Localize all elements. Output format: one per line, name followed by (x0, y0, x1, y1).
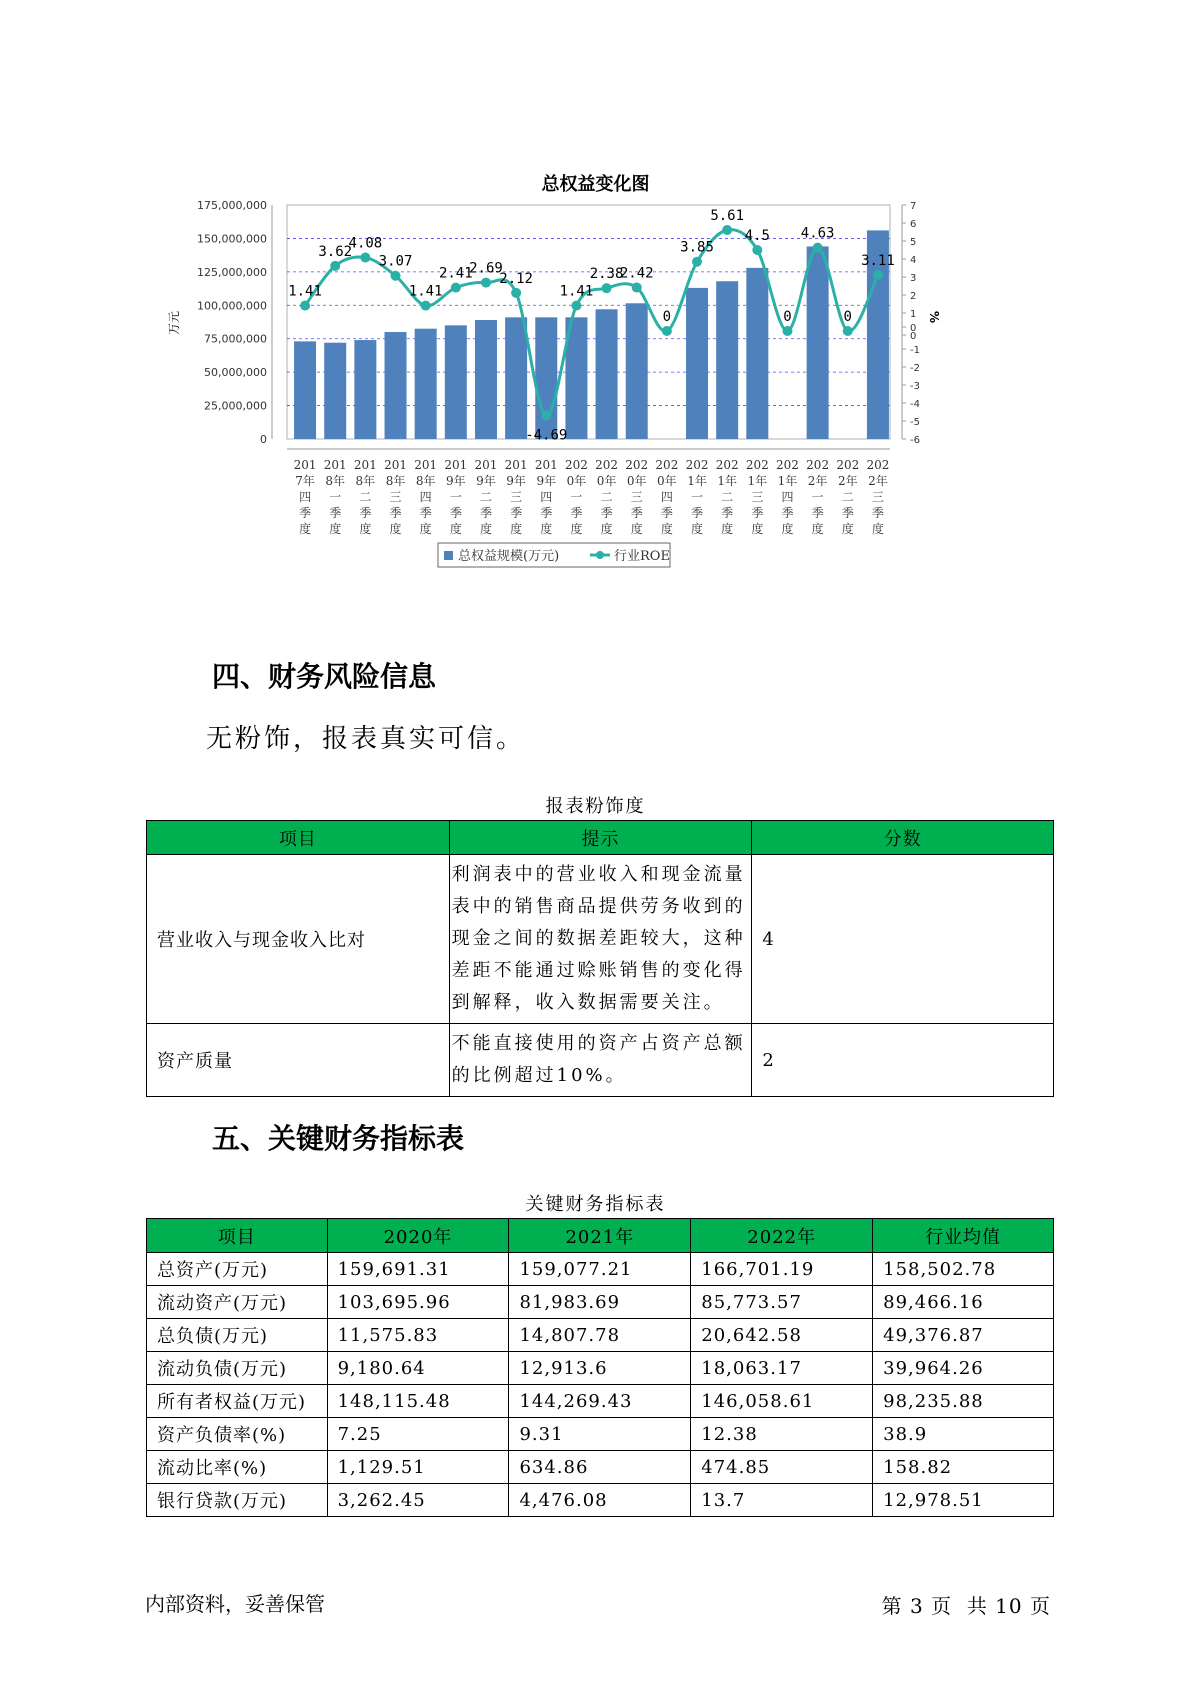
x-tick-label: 0年 (566, 474, 587, 488)
x-tick-label: 一 (329, 490, 342, 504)
x-tick-label: 202 (685, 458, 709, 472)
kpi-value: 158.82 (873, 1451, 1054, 1484)
roe-data-label: 4.5 (744, 228, 770, 244)
table-row (147, 1319, 1054, 1352)
kpi-item: 流动资产(万元) (147, 1286, 328, 1319)
left-tick-label: 100,000,000 (197, 299, 267, 313)
x-tick-label: 季 (871, 506, 884, 520)
bar (385, 332, 407, 439)
roe-point (481, 278, 491, 288)
footer-note: 内部资料，妥善保管 (145, 1592, 325, 1616)
roe-point (752, 245, 762, 255)
kpi-item: 所有者权益(万元) (147, 1385, 328, 1418)
x-tick-label: 三 (751, 490, 764, 504)
legend-line-marker (596, 551, 604, 559)
risk-table-caption: 报表粉饰度 (545, 796, 646, 817)
roe-data-label: 0 (843, 309, 852, 325)
bar (716, 281, 738, 439)
x-tick-label: 季 (630, 506, 643, 520)
x-tick-label: 四 (660, 490, 673, 504)
risk-header-score: 分数 (752, 821, 1054, 855)
x-tick-label: 8年 (325, 474, 346, 488)
kpi-value: 9.31 (509, 1418, 691, 1451)
bar (596, 309, 618, 439)
right-tick-label: 4 (910, 255, 917, 266)
legend-bar-swatch (444, 551, 453, 560)
x-tick-label: 二 (600, 490, 613, 504)
x-tick-label: 度 (329, 522, 342, 536)
kpi-value: 159,077.21 (509, 1253, 691, 1286)
roe-point (782, 326, 792, 336)
x-tick-label: 202 (564, 458, 588, 472)
page-number: 第 3 页 共 10 页 (881, 1594, 1051, 1618)
right-tick-label: -6 (910, 435, 920, 446)
left-tick-label: 50,000,000 (204, 366, 267, 380)
x-tick-label: 202 (866, 458, 890, 472)
right-tick-label: -2 (910, 363, 920, 374)
x-tick-label: 201 (504, 458, 528, 472)
left-tick-label: 25,000,000 (204, 399, 267, 413)
kpi-value: 14,807.78 (509, 1319, 691, 1352)
right-axis-title: % (927, 310, 941, 324)
x-tick-label: 2年 (807, 474, 828, 488)
x-tick-label: 2年 (837, 474, 858, 488)
kpi-value: 159,691.31 (327, 1253, 509, 1286)
bar (475, 320, 497, 439)
x-tick-label: 度 (841, 522, 854, 536)
x-tick-label: 1年 (687, 474, 707, 488)
x-tick-label: 一 (449, 490, 462, 504)
x-tick-label: 季 (781, 506, 794, 520)
section4-heading: 四、财务风险信息 (212, 660, 437, 693)
risk-table (146, 820, 1054, 1097)
x-tick-label: 季 (449, 506, 462, 520)
roe-data-label: 5.61 (710, 208, 745, 225)
kpi-value: 634.86 (509, 1451, 691, 1484)
x-tick-label: 度 (449, 522, 462, 536)
x-tick-label: 0年 (596, 474, 617, 488)
kpi-header-cell: 项目 (147, 1219, 328, 1253)
x-tick-label: 季 (691, 506, 704, 520)
x-tick-label: 度 (600, 522, 613, 536)
kpi-value: 148,115.48 (327, 1385, 509, 1418)
roe-data-label: 2.38 (589, 266, 624, 283)
right-tick-label: -5 (910, 417, 920, 428)
x-tick-label: 度 (660, 522, 673, 536)
section5-heading: 五、关键财务指标表 (212, 1122, 465, 1155)
x-tick-label: 201 (444, 458, 468, 472)
roe-data-label: -4.69 (525, 427, 568, 444)
roe-point (662, 326, 672, 336)
x-tick-label: 度 (781, 522, 794, 536)
x-tick-label: 度 (570, 522, 583, 536)
x-tick-label: 8年 (355, 474, 376, 488)
table-row (147, 1024, 1054, 1097)
kpi-item: 资产负债率(%) (147, 1418, 328, 1451)
kpi-value: 103,695.96 (327, 1286, 509, 1319)
x-tick-label: 季 (479, 506, 492, 520)
kpi-value: 98,235.88 (873, 1385, 1054, 1418)
x-tick-label: 二 (841, 490, 854, 504)
x-tick-label: 0年 (657, 474, 677, 488)
roe-data-label: 0 (662, 309, 672, 325)
roe-data-label: 3.07 (378, 253, 413, 270)
kpi-value: 7.25 (327, 1418, 509, 1451)
x-tick-label: 202 (655, 458, 679, 472)
bar (746, 268, 768, 439)
x-tick-label: 季 (329, 506, 342, 520)
chart-title: 总权益变化图 (541, 174, 650, 195)
x-tick-label: 三 (389, 490, 402, 504)
x-tick-label: 度 (389, 522, 402, 536)
x-tick-label: 度 (540, 522, 553, 536)
roe-data-label: 2.42 (619, 265, 654, 282)
x-tick-label: 季 (419, 506, 432, 520)
x-tick-label: 8年 (385, 474, 406, 488)
x-tick-label: 202 (836, 458, 860, 472)
x-tick-label: 三 (630, 490, 643, 504)
bar (445, 325, 467, 439)
x-tick-label: 度 (630, 522, 643, 536)
roe-point (511, 288, 521, 298)
kpi-value: 4,476.08 (509, 1484, 691, 1517)
roe-point (632, 282, 642, 292)
bar (354, 340, 376, 439)
roe-point (722, 225, 732, 235)
x-tick-label: 三 (510, 490, 523, 504)
risk-header-item: 项目 (147, 821, 450, 855)
x-tick-label: 202 (776, 458, 799, 472)
x-tick-label: 季 (510, 506, 523, 520)
risk-item: 营业收入与现金收入比对 (147, 855, 450, 1024)
risk-header-hint: 提示 (449, 821, 752, 855)
right-tick-label: -1 (910, 345, 920, 356)
roe-point (813, 243, 823, 253)
x-tick-label: 二 (359, 490, 372, 504)
x-tick-label: 度 (811, 522, 824, 536)
kpi-value: 9,180.64 (327, 1352, 509, 1385)
table-row (147, 1385, 1054, 1418)
x-tick-label: 度 (419, 522, 432, 536)
roe-data-label: 3.11 (861, 253, 895, 270)
kpi-value: 146,058.61 (691, 1385, 873, 1418)
kpi-value: 144,269.43 (509, 1385, 691, 1418)
x-tick-label: 201 (293, 458, 317, 472)
kpi-value: 12,978.51 (873, 1484, 1054, 1517)
right-tick-label: 5 (910, 237, 917, 248)
x-tick-label: 一 (811, 490, 824, 504)
x-tick-label: 二 (479, 490, 492, 504)
x-tick-label: 202 (715, 458, 739, 472)
bar (535, 317, 557, 439)
x-tick-label: 度 (691, 522, 704, 536)
x-tick-label: 201 (384, 458, 407, 472)
right-tick-label: -4 (910, 399, 920, 410)
kpi-value: 49,376.87 (873, 1319, 1054, 1352)
x-tick-label: 201 (414, 458, 438, 472)
right-tick-label: 1 (910, 309, 917, 320)
roe-point (843, 326, 853, 336)
kpi-value: 158,502.78 (873, 1253, 1054, 1286)
bar (324, 343, 346, 439)
kpi-item: 流动负债(万元) (147, 1352, 328, 1385)
roe-data-label: 4.63 (800, 225, 835, 242)
x-tick-label: 度 (751, 522, 764, 536)
kpi-value: 13.7 (691, 1484, 873, 1517)
kpi-table (146, 1218, 1054, 1517)
bar (505, 317, 527, 439)
roe-point (571, 301, 581, 311)
risk-hint: 利润表中的营业收入和现金流量表中的销售商品提供劳务收到的现金之间的数据差距较大，这种差距不能通过赊账销售的变化得到解释，收入数据需要关注。 (449, 855, 752, 1024)
kpi-header-cell: 2021年 (509, 1219, 691, 1253)
kpi-value: 18,063.17 (691, 1352, 873, 1385)
kpi-value: 39,964.26 (873, 1352, 1054, 1385)
x-tick-label: 9年 (446, 474, 466, 488)
x-tick-label: 201 (323, 458, 347, 472)
right-tick-label: 0 (910, 331, 917, 342)
x-tick-label: 度 (479, 522, 492, 536)
kpi-table-caption: 关键财务指标表 (525, 1194, 666, 1215)
roe-point (873, 270, 883, 280)
x-tick-label: 季 (389, 506, 402, 520)
roe-data-label: 3.85 (680, 239, 714, 256)
risk-item: 资产质量 (147, 1024, 450, 1097)
roe-point (692, 257, 702, 267)
kpi-value: 11,575.83 (327, 1319, 509, 1352)
x-tick-label: 度 (721, 522, 734, 536)
kpi-item: 总资产(万元) (147, 1253, 328, 1286)
roe-data-label: 2.69 (469, 260, 503, 277)
legend-line-label: 行业ROE (614, 549, 670, 564)
x-tick-label: 201 (534, 458, 558, 472)
x-tick-label: 季 (660, 506, 673, 520)
table-row (147, 1484, 1054, 1517)
kpi-value: 81,983.69 (509, 1286, 691, 1319)
x-tick-label: 0年 (626, 474, 647, 488)
x-tick-label: 1年 (747, 474, 768, 488)
x-tick-label: 201 (353, 458, 377, 472)
kpi-value: 85,773.57 (691, 1286, 873, 1319)
roe-point (300, 301, 310, 311)
x-tick-label: 2年 (868, 474, 888, 488)
x-tick-label: 1年 (717, 474, 737, 488)
kpi-item: 总负债(万元) (147, 1319, 328, 1352)
bar (626, 303, 648, 439)
right-tick-label: 6 (910, 219, 917, 230)
roe-data-label: 3.62 (318, 243, 353, 260)
right-tick-label: 7 (910, 201, 917, 212)
roe-data-label: 2.41 (438, 265, 473, 282)
roe-point (330, 261, 340, 271)
kpi-header-cell: 2022年 (691, 1219, 873, 1253)
roe-point (421, 301, 431, 311)
roe-point (451, 283, 461, 293)
bar (686, 288, 708, 439)
table-row (147, 1352, 1054, 1385)
x-tick-label: 度 (871, 522, 884, 536)
left-tick-label: 75,000,000 (204, 332, 267, 346)
x-tick-label: 四 (781, 490, 794, 504)
x-tick-label: 9年 (536, 474, 557, 488)
x-tick-label: 四 (540, 490, 553, 504)
bar (807, 246, 829, 439)
x-tick-label: 7年 (295, 474, 315, 488)
kpi-value: 474.85 (691, 1451, 873, 1484)
right-tick-label: 2 (910, 291, 917, 302)
kpi-item: 流动比率(%) (147, 1451, 328, 1484)
right-tick-label: -3 (910, 381, 920, 392)
x-tick-label: 四 (299, 490, 312, 504)
roe-data-label: 1.41 (559, 283, 594, 300)
left-axis-title: 万元 (167, 310, 181, 336)
kpi-header-cell: 2020年 (327, 1219, 509, 1253)
kpi-value: 89,466.16 (873, 1286, 1054, 1319)
x-tick-label: 1年 (777, 474, 798, 488)
table-row (147, 1418, 1054, 1451)
bar (415, 329, 437, 439)
kpi-value: 20,642.58 (691, 1319, 873, 1352)
x-tick-label: 一 (691, 490, 704, 504)
x-tick-label: 季 (751, 506, 764, 520)
roe-point (360, 253, 370, 263)
kpi-header-cell: 行业均值 (873, 1219, 1054, 1253)
x-tick-label: 度 (359, 522, 372, 536)
x-tick-label: 一 (570, 490, 583, 504)
x-tick-label: 三 (871, 490, 884, 504)
right-tick-label: 0 (910, 323, 917, 334)
risk-score: 2 (752, 1024, 1054, 1097)
roe-data-label: 1.41 (288, 283, 322, 300)
roe-data-label: 1.41 (408, 283, 443, 300)
x-tick-label: 201 (474, 458, 498, 472)
x-tick-label: 9年 (476, 474, 496, 488)
kpi-value: 12.38 (691, 1418, 873, 1451)
table-row (147, 1253, 1054, 1286)
kpi-value: 38.9 (873, 1418, 1054, 1451)
left-tick-label: 150,000,000 (197, 232, 267, 246)
right-tick-label: 3 (910, 273, 917, 284)
x-tick-label: 季 (299, 506, 312, 520)
x-tick-label: 202 (806, 458, 830, 472)
equity-chart (167, 199, 980, 595)
left-tick-label: 0 (260, 433, 267, 446)
x-tick-label: 季 (540, 506, 553, 520)
roe-point (602, 283, 612, 293)
kpi-value: 12,913.6 (509, 1352, 691, 1385)
kpi-item: 银行贷款(万元) (147, 1484, 328, 1517)
x-tick-label: 202 (595, 458, 619, 472)
x-tick-label: 季 (600, 506, 613, 520)
risk-hint: 不能直接使用的资产占资产总额的比例超过10%。 (449, 1024, 752, 1097)
roe-data-label: 2.12 (499, 270, 533, 287)
kpi-value: 1,129.51 (327, 1451, 509, 1484)
legend-bar-label: 总权益规模(万元) (458, 549, 560, 564)
section4-body: 无粉饰，报表真实可信。 (206, 724, 526, 754)
x-tick-label: 季 (570, 506, 583, 520)
x-tick-label: 8年 (415, 474, 436, 488)
table-row (147, 855, 1054, 1024)
x-tick-label: 季 (811, 506, 824, 520)
x-tick-label: 季 (721, 506, 734, 520)
kpi-header-row (147, 1219, 1054, 1253)
table-row (147, 1286, 1054, 1319)
roe-point (541, 410, 551, 420)
kpi-value: 3,262.45 (327, 1484, 509, 1517)
roe-data-label: 0 (783, 309, 792, 325)
x-tick-label: 二 (721, 490, 734, 504)
x-tick-label: 202 (745, 458, 769, 472)
kpi-value: 166,701.19 (691, 1253, 873, 1286)
x-tick-label: 季 (359, 506, 372, 520)
x-tick-label: 度 (510, 522, 523, 536)
roe-data-label: 4.08 (348, 235, 383, 252)
x-tick-label: 度 (299, 522, 312, 536)
risk-score: 4 (752, 855, 1054, 1024)
x-tick-label: 202 (625, 458, 649, 472)
x-tick-label: 四 (419, 490, 432, 504)
x-tick-label: 季 (841, 506, 854, 520)
roe-point (391, 271, 401, 281)
bar (294, 341, 316, 439)
left-tick-label: 175,000,000 (197, 199, 267, 212)
x-tick-label: 9年 (506, 474, 526, 488)
table-row (147, 1451, 1054, 1484)
left-tick-label: 125,000,000 (197, 265, 267, 279)
